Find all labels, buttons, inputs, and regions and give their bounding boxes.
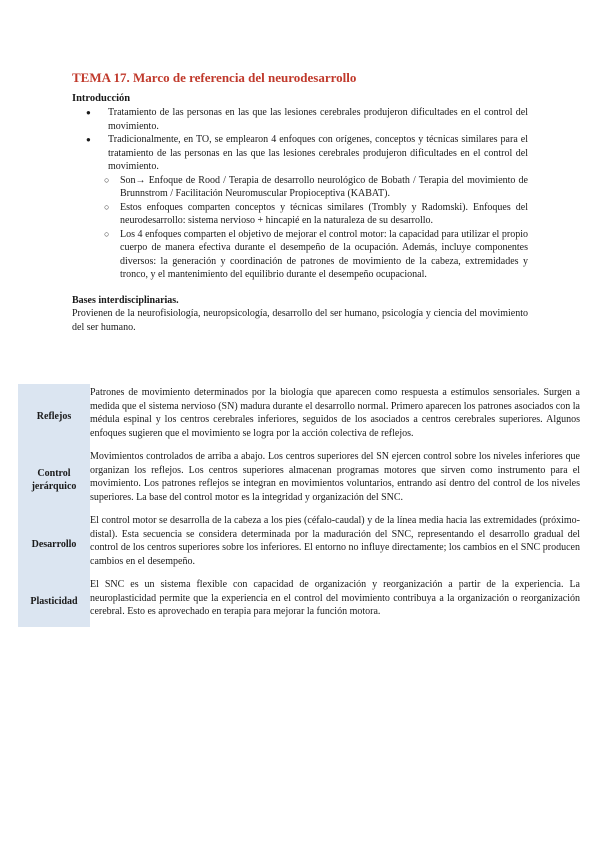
row-text: Movimientos controlados de arriba a abajo. Los centros superiores del SN ejercen control sobre los niveles inferiores que organizan los reflejos. Los centros superiores almacenan programas motores que sirven como instrumento para el movimiento. Los patrones reflejos se integran en movimientos voluntarios, entrando así dentro del control de los niveles superiores. La base del control motor es la integridad y organización del SNC. <box>90 451 580 503</box>
list-item: ● Tratamiento de las personas en las que las lesiones cerebrales produjeron dificultades en el control del movimiento. <box>72 106 528 133</box>
row-label: Control jerárquico <box>18 448 90 512</box>
document-body <box>72 70 528 334</box>
row-label: Reflejos <box>18 384 90 448</box>
row-label: Desarrollo <box>18 512 90 576</box>
table-row <box>18 384 580 448</box>
intro-heading: Introducción <box>72 93 131 104</box>
bases-heading: Bases interdisciplinarias. <box>72 294 179 306</box>
sub-list-item: ○ Son→ Enfoque de Rood / Terapia de desarrollo neurológico de Bobath / Terapia del movimiento de Brunnstrom / Facilitación Neuromuscular Propioceptiva (KABAT). <box>72 174 528 201</box>
sub-list-item: ○ Los 4 enfoques comparten el objetivo de mejorar el control motor: la capacidad para utilizar el propio cuerpo de manera efectiva durante el desempeño de la ocupación. Además, incluye componentes diversos: la generación y coordinación de patrones de movimiento de la cabeza, extremidades y tronco, y el mantenimiento del equilibrio durante el desempeño ocupacional. <box>72 228 528 282</box>
table-row <box>18 512 580 576</box>
list-item <box>72 133 528 282</box>
concepts-table <box>18 384 580 627</box>
row-text: El SNC es un sistema flexible con capacidad de organización y reorganización a partir de la experiencia. La neuroplasticidad permite que la experiencia en el control del movimiento contribuya a la organización o reorganización cerebral. Esto es aprovechado en terapia para mejorar la función motora. <box>90 579 580 617</box>
table-row <box>18 448 580 512</box>
list-item-text: Tradicionalmente, en TO, se emplearon 4 enfoques con orígenes, conceptos y técnicas similares para el tratamiento de las personas en las que las lesiones cerebrales produjeron dificultades en el control del movimiento. <box>108 134 528 172</box>
bases-text: Provienen de la neurofisiología, neuropsicología, desarrollo del ser humano, psicología y ciencia del movimiento del ser humano. <box>72 308 528 333</box>
sub-list <box>72 174 528 282</box>
page-title: TEMA 17. Marco de referencia del neurodesarrollo <box>72 70 357 85</box>
row-text: Patrones de movimiento determinados por la biología que aparecen como respuesta a estímulos sensoriales. Surgen a medida que el sistema nervioso (SN) madura durante el desarrollo normal. Primero aparecen los patrones asociados con la médula espinal y los centros cerebrales inferiores, seguidos de los asociados a centros cerebrales superiores. Algunos enfoques sugieren que el movimiento se logra por la acción colectiva de reflejos. <box>90 387 580 439</box>
sub-list-item: ○ Estos enfoques comparten conceptos y técnicas similares (Trombly y Radomski). Enfoques del neurodesarrollo: sistema nervioso + hincapié en la naturaleza de su desarrollo. <box>72 201 528 228</box>
intro-list <box>72 106 528 282</box>
row-label: Plasticidad <box>18 576 90 627</box>
table-row <box>18 576 580 627</box>
row-text: El control motor se desarrolla de la cabeza a los pies (céfalo-caudal) y de la línea media hacia las extremidades (próximo-distal). Esta secuencia se considera determinada por la maduración del SNC, representando el desarrollo gradual del control de los centros superiores sobre los inferiores. El entorno no influye directamente; los cambios en el SNC producen cambios en el desempeño. <box>90 515 580 567</box>
